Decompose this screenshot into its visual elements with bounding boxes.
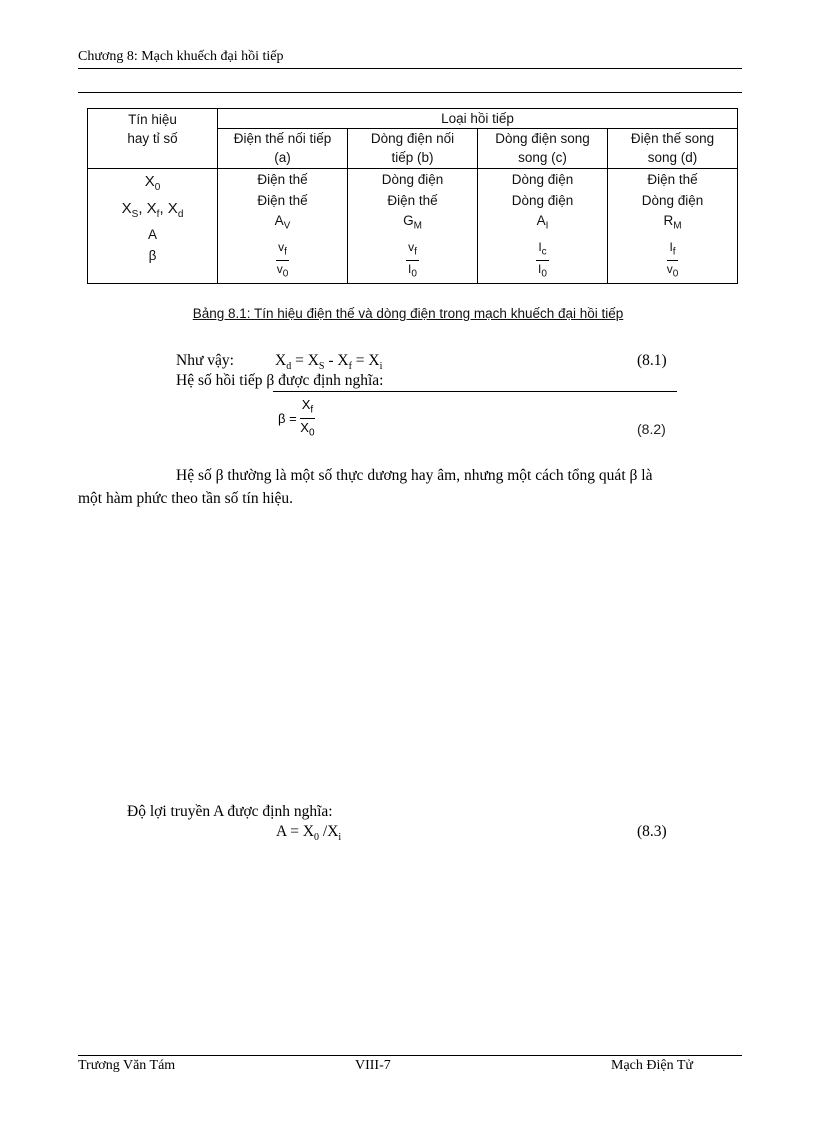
beta-fraction-a: $\frac{v_f}{v_0}$ xyxy=(276,240,289,279)
column-header-d: Điện thế song song (d) xyxy=(608,129,738,169)
footer-author: Trương Văn Tám xyxy=(78,1058,176,1073)
equation-8-3: $A = X_0$ $/X_i$ xyxy=(276,823,342,844)
beta-fraction-d: $\frac{I_f}{v_0}$ xyxy=(666,240,679,279)
column-c-values: Dòng điện Dòng điện $A_I$ $\frac{I_c}{I_0}$ xyxy=(478,169,608,284)
equation-number-8-3: (8.3) xyxy=(637,823,667,840)
column-header-c: Dòng điện song song (c) xyxy=(478,129,608,169)
header-rule-secondary xyxy=(78,92,742,93)
chapter-header: Chương 8: Mạch khuếch đại hồi tiếp xyxy=(78,49,284,64)
column-header-b: Dòng điện nối tiếp (b) xyxy=(348,129,478,169)
row-label-beta: β xyxy=(148,247,157,263)
beta-fraction-c: $\frac{I_c}{I_0}$ xyxy=(538,240,547,279)
equation-8-1: $X_d = X_S - X_f = X_i$ xyxy=(275,352,383,373)
beta-paragraph: Hệ số β thường là một số thực dương hay âm, nhưng một cách tổng quát β là một hàm phức theo tần số tín hiệu. xyxy=(78,467,653,507)
beta-fraction-b: $\frac{v_f}{I_0}$ xyxy=(408,240,417,279)
equation-8-2: β = $\frac{X_f}{X_0}$ xyxy=(278,397,315,439)
row-label-xs-xf-xd: $X_S$, $X_f$, $X_d$ xyxy=(121,199,184,220)
header-rule xyxy=(78,68,742,69)
beta-definition-text: Hệ số hồi tiếp β được định nghĩa: xyxy=(176,372,384,389)
eq1-intro: Như vậy: xyxy=(176,352,234,369)
footer-rule xyxy=(78,1055,742,1056)
table-corner-label: Tín hiệu hay tỉ số xyxy=(88,109,218,169)
column-a-values: Điện thế Điện thế $A_V$ $\frac{v_f}{v_0}$ xyxy=(218,169,348,284)
feedback-type-table xyxy=(87,108,737,284)
beta-definition-rule xyxy=(273,391,677,392)
column-b-values: Dòng điện Điện thế $G_M$ $\frac{v_f}{I_0}$ xyxy=(348,169,478,284)
column-header-a: Điện thế nối tiếp (a) xyxy=(218,129,348,169)
row-label-a: A xyxy=(147,227,157,242)
row-label-x0: $X_0$ xyxy=(144,173,161,193)
row-labels-cell xyxy=(88,169,218,284)
column-d-values: Điện thế Dòng điện $R_M$ $\frac{I_f}{v_0}$ xyxy=(608,169,738,284)
equation-number-8-2: (8.2) xyxy=(637,421,666,437)
beta-fraction: $\frac{X_f}{X_0}$ xyxy=(300,397,315,439)
equation-number-8-1: (8.1) xyxy=(637,352,667,369)
table-group-header: Loại hồi tiếp xyxy=(218,109,738,129)
gain-definition-text: Độ lợi truyền A được định nghĩa: xyxy=(127,803,333,820)
footer-book-title: Mạch Điện Tử xyxy=(611,1058,693,1073)
footer-page-number: VIII-7 xyxy=(355,1058,391,1073)
table-caption: Bảng 8.1: Tín hiệu điện thế và dòng điện trong mạch khuếch đại hồi tiếp xyxy=(192,306,624,321)
